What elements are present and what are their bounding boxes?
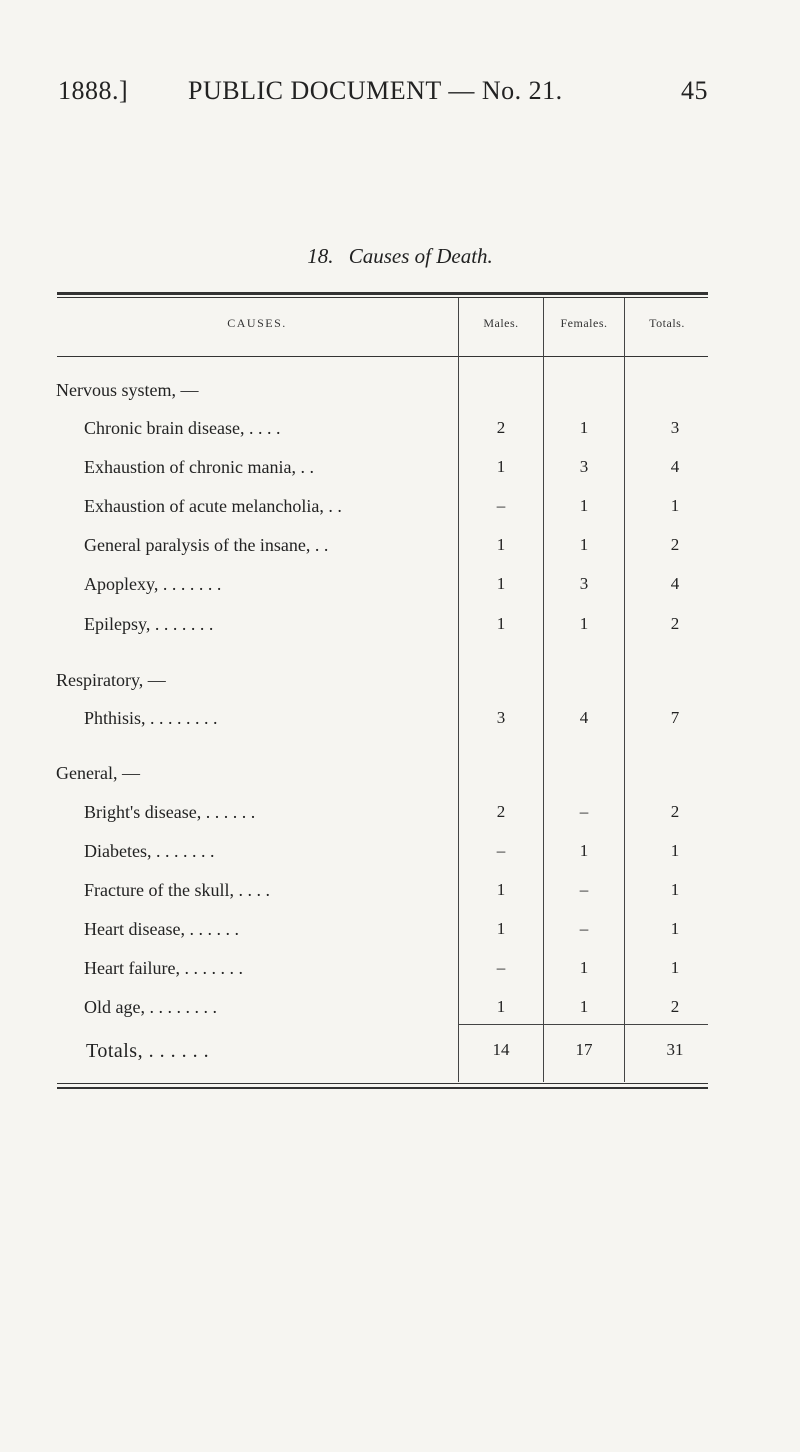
cause-label: Phthisis, . . . . . . . . [84,708,218,728]
totals-rule [459,1024,543,1025]
cause-label: General paralysis of the insane, . . [84,535,329,555]
females-value: – [579,880,589,899]
cause-label: Heart failure, . . . . . . . [84,958,243,978]
males-value: 1 [496,997,506,1016]
column-header-causes: CAUSES. [227,316,287,330]
table-top-rule-thin [57,297,708,298]
females-value: 1 [579,496,589,515]
females-value: – [579,919,589,938]
totals-value: 2 [670,535,680,554]
cause-label: Exhaustion of chronic mania, . . [84,457,314,477]
table-row [0,535,800,565]
females-value: 1 [579,841,589,860]
group-heading: Respiratory, — [56,670,166,690]
males-value: 1 [496,614,506,633]
cause-label: Epilepsy, . . . . . . . [84,614,214,634]
cause-label: Exhaustion of acute melancholia, . . [84,496,342,516]
males-value: 1 [496,535,506,554]
table-row [0,418,800,448]
table-row [0,919,800,949]
totals-value: 1 [670,958,680,977]
group-heading: General, — [56,763,140,783]
males-value: 3 [496,708,506,727]
totals-label: Totals, . . . . . . [86,1040,210,1062]
table-row [0,958,800,988]
males-value: 1 [496,880,506,899]
females-value: 1 [579,418,589,437]
females-value: 3 [579,574,589,593]
grand-total: 31 [666,1040,684,1059]
cause-label: Apoplexy, . . . . . . . [84,574,222,594]
cause-label: Old age, . . . . . . . . [84,997,217,1017]
table-row [0,841,800,871]
table-row [0,997,800,1027]
table-bottom-rule-thick [57,1087,708,1089]
males-value: 1 [496,574,506,593]
table-row [0,802,800,832]
table-header-rule [57,356,708,357]
males-value: – [496,496,506,515]
column-header-totals: Totals. [649,316,685,330]
table-row [0,496,800,526]
cause-label: Bright's disease, . . . . . . [84,802,256,822]
column-header-females: Females. [560,316,608,330]
females-value: 4 [579,708,589,727]
males-value: 2 [496,802,506,821]
page-header [58,76,708,116]
totals-row [0,1040,800,1070]
females-value: 1 [579,614,589,633]
totals-value: 4 [670,457,680,476]
totals-value: 2 [670,802,680,821]
females-total: 17 [575,1040,593,1059]
table-bottom-rule [57,1083,708,1084]
table-row [0,708,800,738]
females-value: 3 [579,457,589,476]
males-value: – [496,958,506,977]
totals-value: 1 [670,496,680,515]
cause-label: Heart disease, . . . . . . [84,919,239,939]
cause-label: Fracture of the skull, . . . . [84,880,270,900]
totals-value: 7 [670,708,680,727]
females-value: 1 [579,535,589,554]
column-header-males: Males. [483,316,519,330]
males-value: 1 [496,457,506,476]
males-value: 2 [496,418,506,437]
totals-value: 2 [670,614,680,633]
females-value: – [579,802,589,821]
totals-rule [625,1024,708,1025]
males-value: – [496,841,506,860]
totals-value: 3 [670,418,680,437]
page-number: 45 [681,76,708,105]
table-top-rule [57,292,708,295]
males-value: 1 [496,919,506,938]
section-title-text: Causes of Death. [348,244,493,268]
cause-label: Chronic brain disease, . . . . [84,418,281,438]
males-total: 14 [492,1040,510,1059]
table-row [0,880,800,910]
group-heading: Nervous system, — [56,380,199,400]
header-document-title: PUBLIC DOCUMENT — No. 21. [188,76,563,105]
table-row [0,614,800,644]
totals-rule [544,1024,624,1025]
totals-value: 1 [670,880,680,899]
cause-label: Diabetes, . . . . . . . [84,841,215,861]
header-year: 1888.] [58,76,129,105]
table-row [0,574,800,604]
totals-value: 1 [670,841,680,860]
totals-value: 1 [670,919,680,938]
females-value: 1 [579,997,589,1016]
totals-value: 4 [670,574,680,593]
section-number: 18. [307,244,334,268]
table-row [0,457,800,487]
section-title [0,244,800,269]
females-value: 1 [579,958,589,977]
totals-value: 2 [670,997,680,1016]
